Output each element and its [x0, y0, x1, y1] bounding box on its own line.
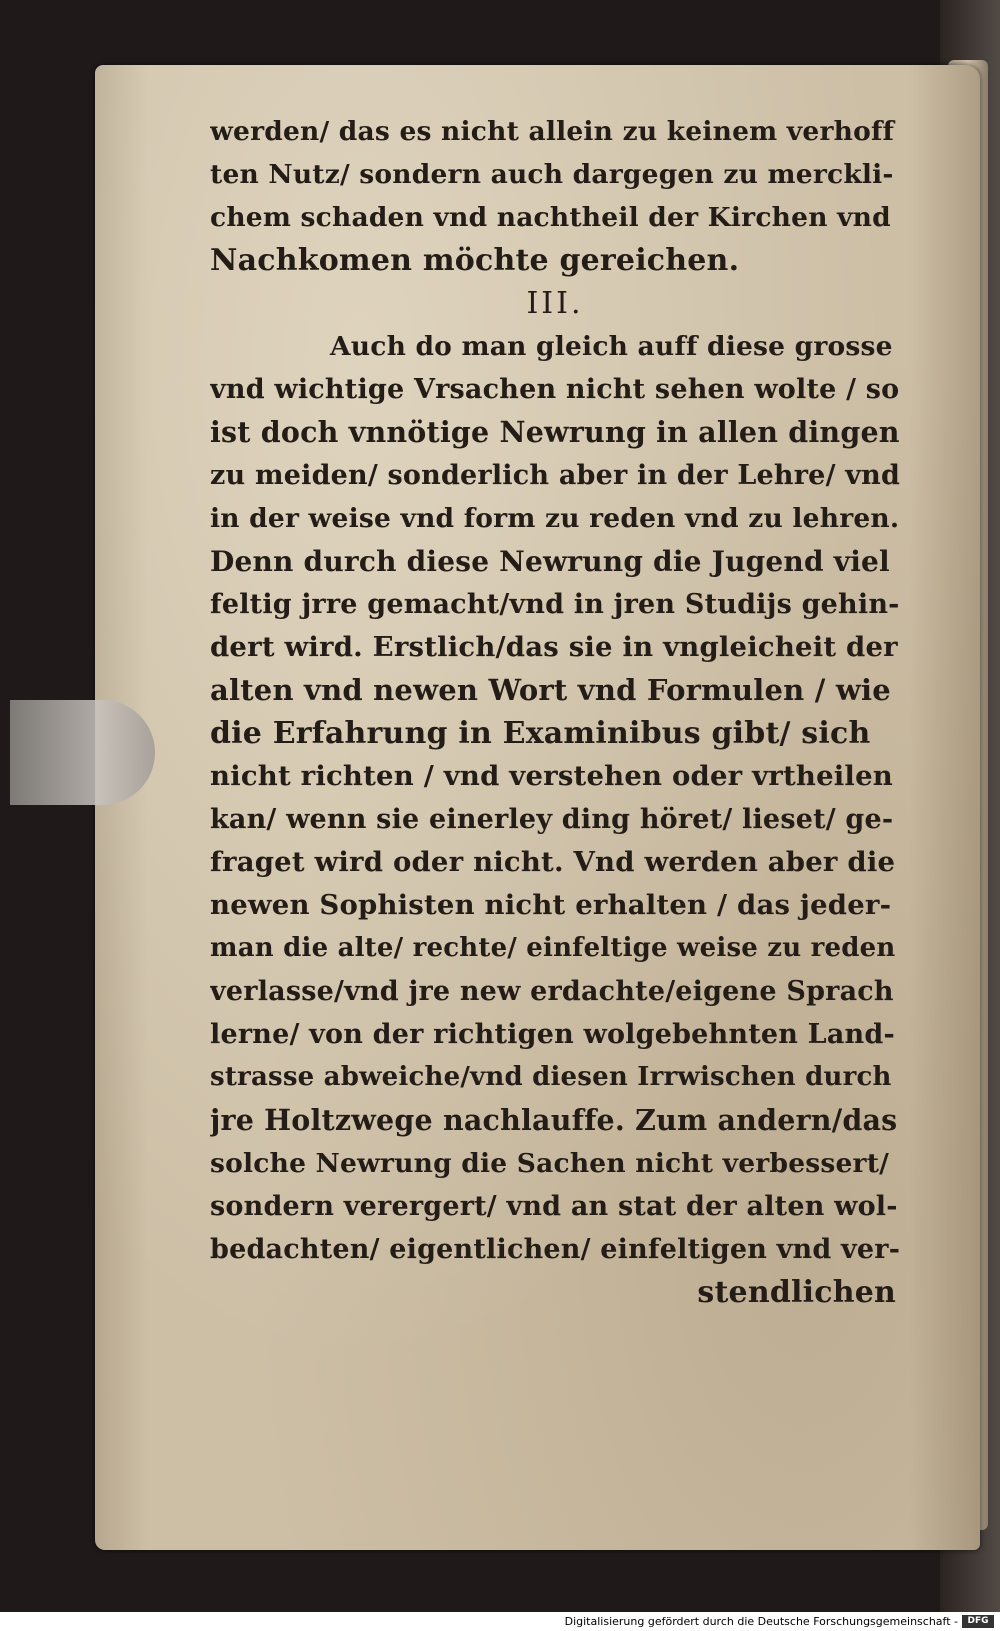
text-line: jre Holtzwege nachlauffe. Zum andern/das	[210, 1103, 898, 1137]
text-line: solche Newrung die Sachen nicht verbessert/	[210, 1148, 890, 1179]
text-line: verlasse/vnd jre new erdachte/eigene Sprach	[210, 976, 894, 1007]
page-clip	[10, 700, 155, 805]
text-line: nicht richten / vnd verstehen oder vrtheilen	[210, 760, 893, 792]
footer-bar	[0, 1612, 1000, 1631]
text-line: fraget wird oder nicht. Vnd werden aber die	[210, 846, 896, 878]
text-line: werden/ das es nicht allein zu keinem verhoff	[210, 116, 895, 147]
text-line: Auch do man gleich auff diese grosse	[330, 331, 893, 362]
page-text	[210, 110, 900, 1314]
text-line: alten vnd newen Wort vnd Formulen / wie	[210, 673, 891, 707]
text-line: ist doch vnnötige Newrung in allen dingen	[210, 415, 900, 449]
text-line: chem schaden vnd nachtheil der Kirchen vnd	[210, 202, 891, 233]
text-line: die Erfahrung in Examinibus gibt/ sich	[210, 716, 871, 751]
text-line: bedachten/ eigentlichen/ einfeltigen vnd ver-	[210, 1234, 900, 1265]
text-line: in der weise vnd form zu reden vnd zu lehren.	[210, 503, 900, 534]
text-line: sondern verergert/ vnd an stat der alten wol-	[210, 1191, 898, 1222]
text-line: Nachkomen möchte gereichen.	[210, 243, 740, 278]
text-line: strasse abweiche/vnd diesen Irrwischen durch	[210, 1062, 892, 1092]
section-numeral: III.	[526, 286, 584, 321]
text-line: man die alte/ rechte/ einfeltige weise zu reden	[210, 933, 896, 963]
paragraph-body	[210, 325, 900, 1271]
text-line: kan/ wenn sie einerley ding höret/ lieset/ ge-	[210, 804, 894, 835]
text-line: vnd wichtige Vrsachen nicht sehen wolte / so	[210, 374, 900, 405]
paragraph-top	[210, 110, 900, 282]
text-line: Denn durch diese Newrung die Jugend viel	[210, 545, 890, 578]
text-line: lerne/ von der richtigen wolgebehnten Land-	[210, 1019, 895, 1050]
text-line: feltig jrre gemacht/vnd in jren Studijs gehin-	[210, 589, 900, 620]
dfg-logo: DFG	[962, 1615, 994, 1628]
text-line: dert wird. Erstlich/das sie in vngleicheit der	[210, 631, 898, 663]
text-line: zu meiden/ sonderlich aber in der Lehre/ vnd	[210, 460, 900, 491]
funding-credit: Digitalisierung gefördert durch die Deutsche Forschungsgemeinschaft -	[564, 1615, 958, 1628]
text-line: ten Nutz/ sondern auch dargegen zu merckli-	[210, 159, 894, 190]
catchword: stendlichen	[697, 1275, 896, 1310]
text-line: newen Sophisten nicht erhalten / das jeder-	[210, 889, 892, 921]
